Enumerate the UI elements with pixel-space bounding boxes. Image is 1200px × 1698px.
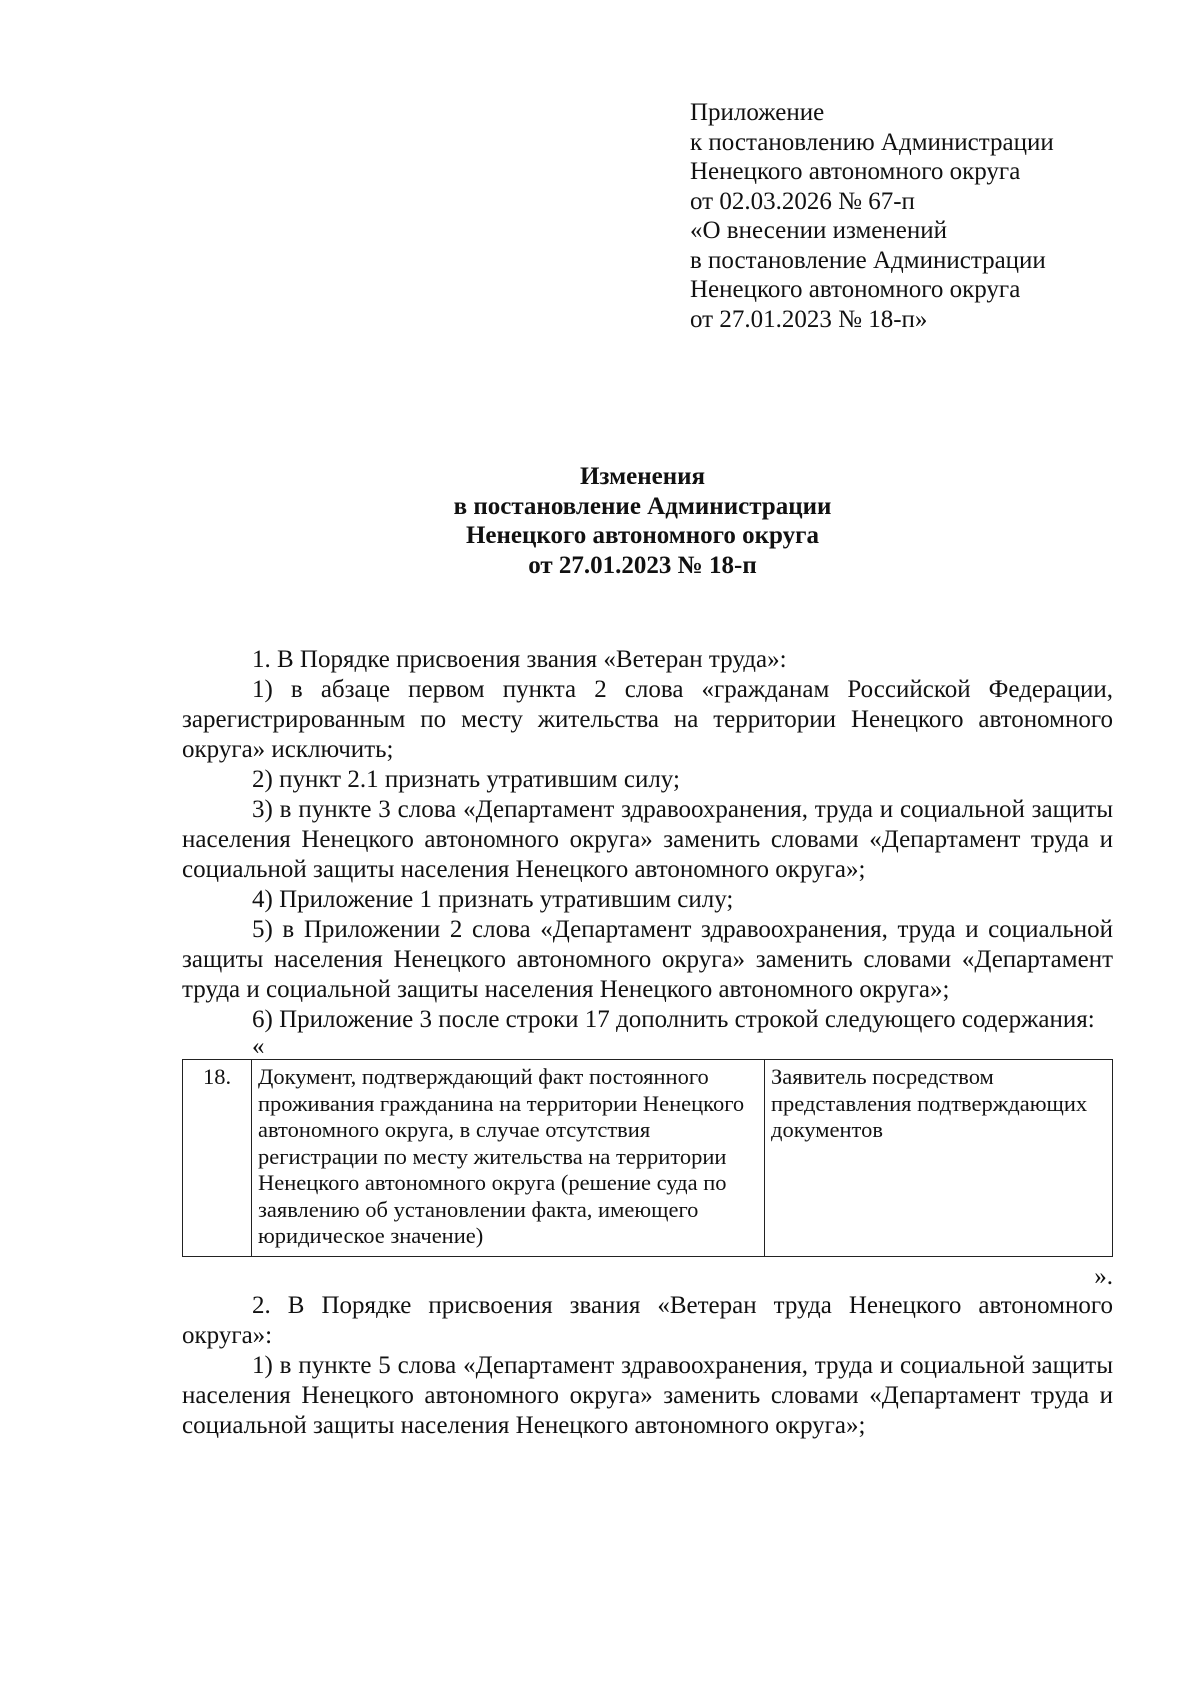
section-1-item: 4) Приложение 1 признать утратившим силу; [252,886,734,913]
document-title [170,462,1115,580]
section-1-item: 1) в абзаце первом пункта 2 слова «гражданам Российской Федерации, зарегистрированным по месту жительства на территории Ненецкого автономного округа» исключить; [182,676,1113,763]
quote-open-mark: « [252,1033,265,1060]
appendix-line: «О внесении изменений [690,217,948,244]
appendix-line: к постановлению Администрации [690,128,1054,156]
title-line: Изменения [579,463,706,490]
quote-close-mark: ». [1094,1262,1113,1290]
appendix-line: от 02.03.2026 № 67-п [690,187,915,215]
section-1-item: 3) в пункте 3 слова «Департамент здравоохранения, труда и социальной защиты населения Ненецкого автономного округа» заменить словами «Департамент труда и социальной защиты населения Ненецкого автономного округа»; [182,796,1113,883]
row-provider: Заявитель посредством представления подтверждающих документов [765,1060,1113,1257]
appendix-line: Ненецкого автономного округа [690,276,1021,303]
section-1-heading: 1. В Порядке присвоения звания «Ветеран труда»: [252,646,787,673]
row-document: Документ, подтверждающий факт постоянного проживания гражданина на территории Ненецкого автономного округа, в случае отсутствия регистрации по месту жительства на территории Ненецкого автономного округа (решение суда по заявлению об установлении факта, имеющего юридическое значение) [252,1060,765,1257]
section-1-item: 5) в Приложении 2 слова «Департамент здравоохранения, труда и социальной защиты населения Ненецкого автономного округа» заменить словами «Департамент труда и социальной защиты населения Ненецкого автономного округа»; [182,916,1113,1003]
appendix-line: в постановление Администрации [690,246,1046,274]
appendix-line: Приложение [690,99,825,126]
section-2-heading: 2. В Порядке присвоения звания «Ветеран труда Ненецкого автономного округа»: [182,1291,1113,1349]
row-number: 18. [183,1060,252,1257]
title-line: в постановление Администрации [453,492,832,520]
section-2-item: 1) в пункте 5 слова «Департамент здравоохранения, труда и социальной защиты населения Ненецкого автономного округа» заменить словами «Департамент труда и социальной защиты населения Ненецкого автономного округа»; [182,1351,1113,1439]
appendix-line: Ненецкого автономного округа [690,158,1021,185]
title-line: Ненецкого автономного округа [465,522,819,549]
section-1-item: 2) пункт 2.1 признать утратившим силу; [252,766,680,793]
title-line: от 27.01.2023 № 18-п [528,551,757,579]
document-body [182,645,1113,1441]
appendix-line: от 27.01.2023 № 18-п» [690,305,928,333]
appendix-header [690,98,1130,334]
inserted-row-table [182,1059,1113,1257]
section-1-item: 6) Приложение 3 после строки 17 дополнить строкой следующего содержания: [252,1006,1095,1033]
table-row [183,1060,1113,1257]
